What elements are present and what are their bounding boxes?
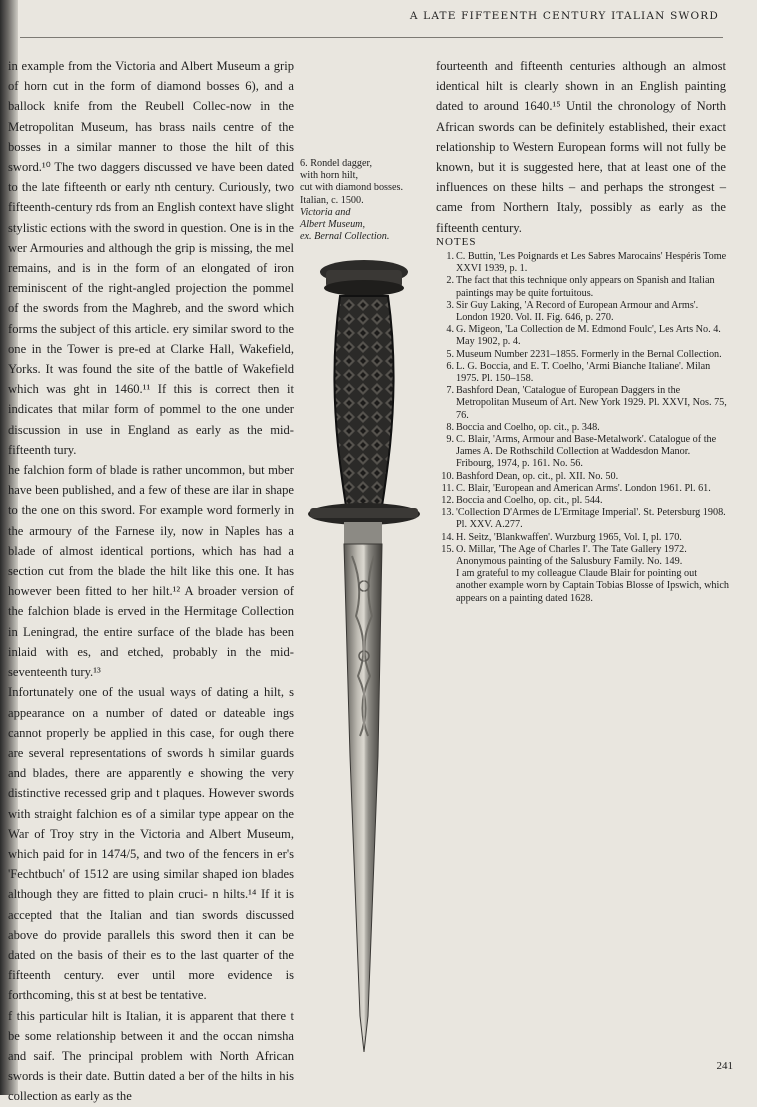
notes-heading: NOTES [436,236,477,248]
caption-italic-line: Albert Museum, [300,219,366,231]
note-item: 13. 'Collection D'Armes de L'Ermitage Imperial'. St. Petersburg 1908. Pl. XXV. A.277. [441,507,726,531]
note-item: 5. Museum Number 2231–1855. Formerly in the Bernal Collection. [446,348,722,360]
note-item: 8. Boccia and Coelho, op. cit., p. 348. [446,421,600,433]
note-item: 9. C. Blair, 'Arms, Armour and Base-Metalwork'. Catalogue of the James A. De Rothschild Collection at Waddesdon Manor. Fribourg, 1974, p. 161. No. 56. [446,434,717,470]
caption-line: 6. Rondel dagger, [300,158,373,169]
notes-list [438,251,730,605]
caption-line: Italian, c. 1500. [300,194,364,206]
note-item: 10. Bashford Dean, op. cit., pl. XII. No. 50. [441,470,619,482]
note-item: 4. G. Migeon, 'La Collection de M. Edmond Foulc', Les Arts No. 4. May 1902, p. 4. [446,324,721,348]
note-item: 1. C. Buttin, 'Les Poignards et Les Sabres Marocains' Hespéris Tome XXVI 1939, p. 1. [446,251,727,275]
dagger-blade [344,544,382,1052]
left-text-column [8,56,294,1107]
caption-italic-line: Victoria and [300,206,351,218]
caption-line: cut with diamond bosses. [300,182,403,194]
header-rule [20,37,723,38]
left-paragraph-4: f this particular hilt is Italian, it is apparent that there t be some relationship between it and the occan nimsha and saif. The principal problem with North African swords is their date. Buttin dated a ber of the hilts in his collection as early as the [8,1008,294,1104]
note-item: 7. Bashford Dean, 'Catalogue of European Daggers in the Metropolitan Museum of Art. New York 1929. Pl. XXVI, Nos. 75, 76. [446,385,727,421]
note-extra: I am grateful to my colleague Claude Blair for pointing out another example worn by Captain Tobias Blosse of Ipswich, which appears on a painting dated 1628. [456,568,729,604]
page-number: 241 [716,1060,733,1072]
right-text-column: fourteenth and fifteenth centuries although an almost identical hilt is clearly shown in an English painting dated to around 1640.¹⁵ Until the chronology of North African swords can be definitely established, their exact relationship to Western European forms will not fully be known, but it is suggested here, that at least one of the influences on these hilts – and perhaps the strongest – came from Northern Italy, possibly as early as the fifteenth century. [436,59,726,235]
note-item: 2. The fact that this technique only appears on Spanish and Italian paintings may be quite fortuitous. [446,275,715,299]
note-item: 6. L. G. Boccia, and E. T. Coelho, 'Armi Bianche Italiane'. Milan 1975. Pl. 150–158. [446,360,711,385]
caption-line: with horn hilt, [300,170,359,182]
left-paragraph-1: in example from the Victoria and Albert Museum a grip of horn cut in the form of diamond bosses 6), and a ballock knife from the Reubell Collec-now in the Metropolitan Museum, has brass nails centre of the bosses in a similar manner to those the hilt of this sword.¹⁰ The two daggers discussed ve have been dated to the late fifteenth or early nth century. Curiously, two fifteenth-century rds from an English context have slight stylistic ections with the sword in question. One is in the wer Armouries and although the grip is missing, the mel remains, and is in the form of an elongated of iron reminiscent of the right-angled projection the pommel of the swords from the Maghreb, and the sword which forms the subject of this article. ery similar sword to the one in the Tower is pre-ed at Clarke Hall, Wakefield, Yorks. It was found the site of the battle of Wakefield which was ght in 1460.¹¹ If this is correct then it indicates that milar form of pommel to the one under discussion in use in England as early as the mid-fifteenth tury. [8,59,294,457]
note-item: 14. H. Seitz, 'Blankwaffen'. Wurzburg 1965, Vol. I, pl. 170. [441,531,682,543]
note-item: 15. O. Millar, 'The Age of Charles I'. The Tate Gallery 1972. Anonymous painting of the Salusbury Family. No. 149. [441,543,687,568]
caption-italic-line: ex. Bernal Collection. [300,231,390,243]
running-head: A LATE FIFTEENTH CENTURY ITALIAN SWORD [409,10,719,22]
figure-caption [300,158,428,243]
left-paragraph-2: he falchion form of blade is rather uncommon, but mber have been published, and a few of these are ilar in shape to the one on this sword. For example word formerly in the armoury of the Farnese ily, now in Naples has a blade of almost identical portions, which has had a section cut from the blade the hilt like this one. It has however been fitted to her hilt.¹² A broader version of the falchion blade is erved in the Hermitage Collection in Leningrad, the entire surface of the blade has been inlaid with es, and etched, probably in the mid-seventeenth tury.¹³ [8,463,294,680]
diamond-boss-grip [334,296,393,506]
note-item: 12. Boccia and Coelho, op. cit., pl. 544. [441,495,603,507]
note-item: 3. Sir Guy Laking, 'A Record of European Armour and Arms'. London 1920. Vol. II. Fig. 646, p. 270. [446,299,699,324]
left-paragraph-3: Infortunately one of the usual ways of dating a hilt, s appearance on a number of dated or dateable ings cannot properly be applied in this case, for ough there are several representations of swords h similar guards and blades, there are apparently e showing the very distinctive recessed grip and t plaques. However swords with straight falchion es of a similar type appear on the War of Troy stry in the Victoria and Albert Museum, which paid for in 1474/5, and two of the fencers in er's 'Fechtbuch' of 1512 are using similar shaped ion blades although they are fitted to plain cruci- n hilts.¹⁴ If it is accepted that the Italian and tian swords discussed above do provide parallels this sword then it can be dated on the basis of their es to the last quarter of the fifteenth century. ever until more evidence is forthcoming, this st at best be tentative. [8,685,294,1003]
rondel-dagger-illustration [286,256,436,1056]
note-item: 11. C. Blair, 'European and American Arms'. London 1961. Pl. 61. [441,482,711,494]
